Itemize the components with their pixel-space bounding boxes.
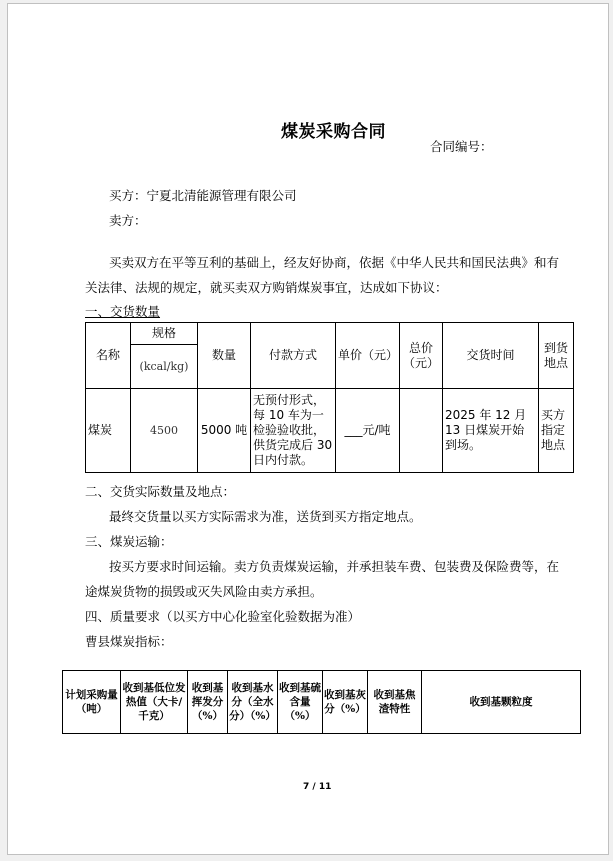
header-volatile: 收到基挥发分（%） [188, 671, 228, 734]
header-total-price: 总价（元） [400, 323, 443, 389]
quality-table [62, 670, 581, 734]
header-name: 名称 [86, 323, 131, 389]
page-indicator: 7 / 11 [303, 782, 332, 792]
cell-spec: 4500 [131, 389, 198, 473]
header-delivery-time: 交货时间 [443, 323, 539, 389]
header-granularity: 收到基颗粒度 [422, 671, 581, 734]
document-title: 煤炭采购合同 [281, 122, 386, 142]
table-row [86, 389, 574, 473]
section1-heading: 一、交货数量 [85, 304, 161, 319]
buyer-line: 买方：宁夏北清能源管理有限公司 [109, 188, 297, 203]
cell-unit-price: ___元/吨 [336, 389, 400, 473]
header-planned-quantity: 计划采购量（吨） [63, 671, 121, 734]
header-spec: 规格 [131, 323, 198, 345]
cell-total-price [400, 389, 443, 473]
header-spec-unit: (kcal/kg) [131, 345, 198, 389]
section3-heading: 三、煤炭运输： [85, 534, 173, 549]
header-sulfur: 收到基硫含量（%） [278, 671, 323, 734]
section2-heading: 二、交货实际数量及地点： [85, 484, 236, 499]
delivery-table [85, 322, 574, 473]
contract-number-label: 合同编号： [430, 139, 493, 154]
intro-paragraph-line1: 买卖双方在平等互利的基础上，经友好协商，依据《中华人民共和国民法典》和有 [109, 255, 560, 270]
cell-quantity: 5000 吨 [198, 389, 251, 473]
header-calorific-value: 收到基低位发热值（大卡/千克） [121, 671, 188, 734]
section4-heading: 四、质量要求（以买方中心化验室化验数据为准） [85, 609, 361, 624]
header-quantity: 数量 [198, 323, 251, 389]
header-payment: 付款方式 [251, 323, 336, 389]
section3-body-line2: 途煤炭货物的损毁或灭失风险由卖方承担。 [85, 584, 323, 599]
header-coke-residue: 收到基焦渣特性 [368, 671, 422, 734]
quality-header-row [63, 671, 581, 734]
section2-body: 最终交货量以买方实际需求为准，送货到买方指定地点。 [109, 509, 422, 524]
cell-payment: 无预付形式，每 10 车为一检验验收批，供货完成后 30 日内付款。 [251, 389, 336, 473]
header-moisture: 收到基水分（全水分）（%） [228, 671, 278, 734]
intro-paragraph-line2: 关法律、法规的规定，就买卖双方购销煤炭事宜，达成如下协议： [85, 280, 448, 295]
header-ash: 收到基灰分（%） [323, 671, 368, 734]
cell-destination: 买方指定地点 [539, 389, 574, 473]
cell-delivery-time: 2025 年 12 月 13 日煤炭开始到场。 [443, 389, 539, 473]
header-unit-price: 单价（元） [336, 323, 400, 389]
header-destination: 到货地点 [539, 323, 574, 389]
section3-body-line1: 按买方要求时间运输。卖方负责煤炭运输，并承担装车费、包装费及保险费等，在 [109, 559, 560, 574]
seller-line: 卖方： [109, 213, 147, 228]
cell-name: 煤炭 [86, 389, 131, 473]
indicator-label: 曹县煤炭指标： [85, 634, 173, 649]
